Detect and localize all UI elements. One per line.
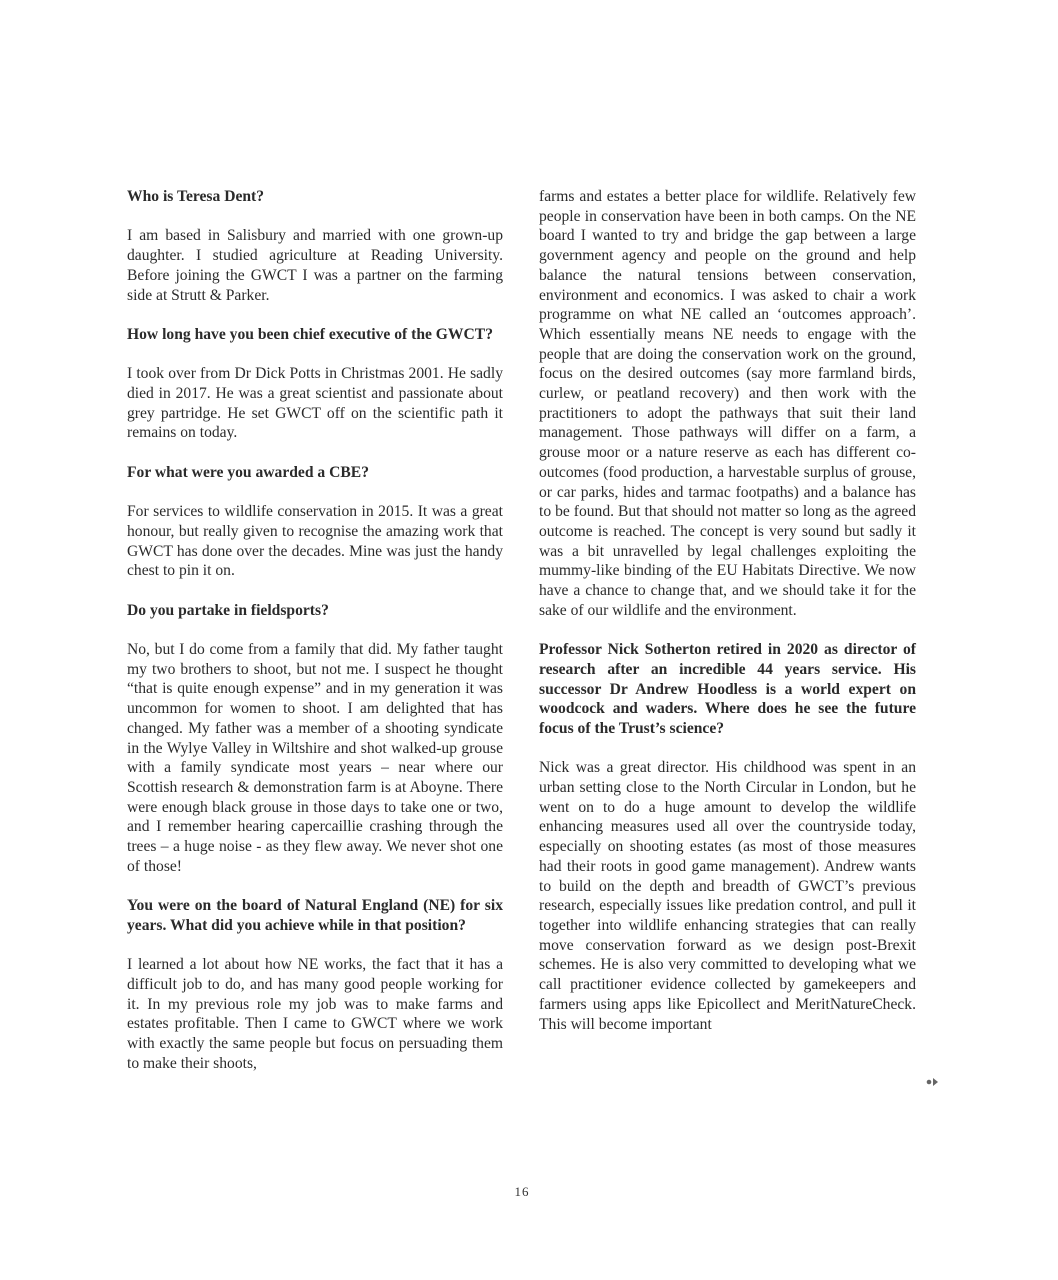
left-column (127, 187, 503, 1074)
continue-arrow-icon (926, 1076, 940, 1088)
answer-natural-england: I learned a lot about how NE works, the fact that it has a difficult job to do, and has many good people working for it. In my previous role my job was to make farms and estates profitable. Then I came to GWCT where we work with exactly the same people but focus on persuading them to make their shoots, (127, 956, 503, 1072)
question-future-science: Professor Nick Sotherton retired in 2020 as director of research after an incredible 44 years service. His successor Dr Andrew Hoodless is a world expert on woodcock and waders. Where does he see the future focus of the Trust’s science? (539, 641, 916, 737)
answer-fieldsports: No, but I do come from a family that did. My father taught my two brothers to shoot, but not me. I suspect he thought “that is quite enough expense” and in my generation it was uncommon for women to shoot. I am delighted that has changed. My father was a member of a shooting syndicate in the Wylye Valley in Wiltshire and shot walked-up grouse with a family syndicate most years – near where our Scottish research & demonstration farm is at Aboyne. There were enough black grouse in those days to take one or two, and I remember hearing capercaillie crashing through the trees – a huge noise - as they flew away. We never shot one of those! (127, 641, 503, 875)
answer-chief-executive: I took over from Dr Dick Potts in Christmas 2001. He sadly died in 2017. He was a great scientist and passionate about grey partridge. He set GWCT off on the scientific path it remains on today. (127, 365, 503, 442)
answer-cbe: For services to wildlife conservation in 2015. It was a great honour, but really given to recognise the amazing work that GWCT has done over the decades. Mine was just the handy chest to pin it on. (127, 503, 503, 580)
question-natural-england: You were on the board of Natural England (NE) for six years. What did you achieve while in that position? (127, 897, 503, 934)
question-chief-executive: How long have you been chief executive of the GWCT? (127, 325, 493, 343)
page-number: 16 (514, 1184, 530, 1199)
question-cbe: For what were you awarded a CBE? (127, 463, 369, 481)
question-who-is-teresa-dent: Who is Teresa Dent? (127, 188, 265, 205)
right-column (539, 187, 916, 1034)
answer-future-science: Nick was a great director. His childhood was spent in an urban setting close to the North Circular in London, but he went on to do a huge amount to develop the wildlife enhancing measures used all over the countryside today, especially on shooting estates (as most of those measures had their roots in good game management). Andrew wants to build on the depth and breadth of GWCT’s previous research, especially issues like predation control, and pull it together into wildlife enhancing strategies that can really move conservation forward as we design post-Brexit schemes. He is also very committed to developing what we call practitioner evidence collected by gamekeepers and farmers using apps like Epicollect and MeritNatureCheck. This will become important (539, 759, 916, 1033)
answer-who-is-teresa-dent: I am based in Salisbury and married with one grown-up daughter. I studied agriculture at Reading University. Before joining the GWCT I was a partner on the farming side at Strutt & Parker. (127, 227, 503, 304)
question-fieldsports: Do you partake in fieldsports? (127, 601, 329, 619)
answer-natural-england-continued: farms and estates a better place for wildlife. Relatively few people in conservation have been in both camps. On the NE board I wanted to try and bridge the gap between a large government agency and people on the ground and help balance the natural tensions between conservation, environment and economics. I was asked to chair a work programme on what NE called an ‘outcomes approach’. Which essentially means NE needs to engage with the people that are doing the conservation work on the ground, focus on the desired outcomes (say more farmland birds, curlew, or peatland recovery) and then work with the practitioners to adopt the pathways that suit their land management. Those pathways will differ on a farm, a grouse moor or a nature reserve as each has different co-outcomes (food production, a harvestable surplus of grouse, or car parks, hides and tarmac footpaths) and a balance has to be found. But that should not matter so long as the agreed outcome is reached. The concept is very sound but sadly it was a bit unravelled by legal challenges exploiting the mummy-like binding of the EU Habitats Directive. We now have a chance to change that, and we should take it for the sake of our wildlife and the environment. (539, 188, 916, 619)
